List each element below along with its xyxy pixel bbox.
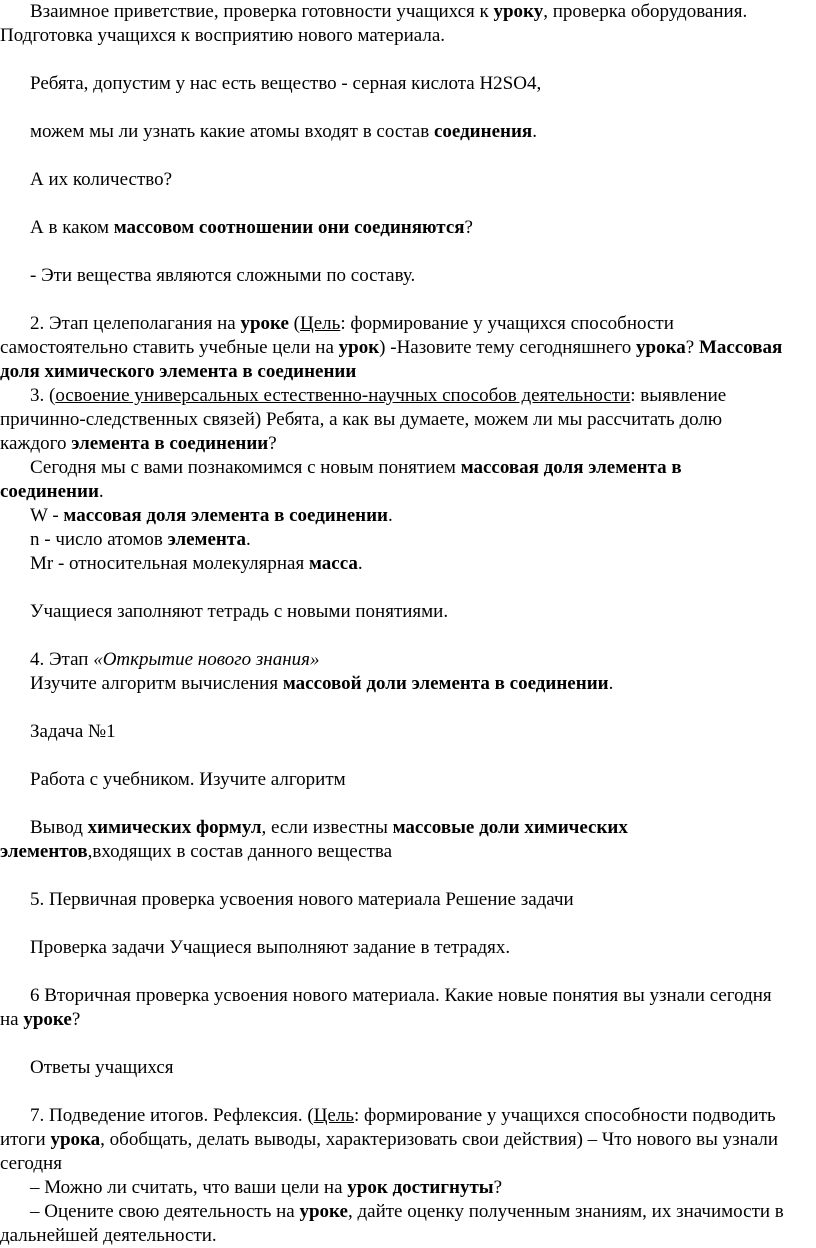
text-run: ) -Назовите тему сегодняшнего bbox=[379, 337, 637, 358]
text-run: 5. Первичная проверка усвоения нового материала Решение задачи bbox=[30, 889, 574, 910]
text-run: Работа с учебником. Изучите алгоритм bbox=[30, 769, 346, 790]
text-run: : формирование у учащихся способности самостоятельно ставить учебные цели на bbox=[0, 313, 674, 358]
bold-text: элемента в соединении bbox=[71, 433, 269, 454]
paragraph bbox=[0, 456, 788, 504]
paragraph-gap bbox=[0, 744, 788, 768]
text-run: Учащиеся заполняют тетрадь с новыми понятиями. bbox=[30, 601, 449, 622]
paragraph bbox=[0, 648, 788, 672]
text-run: Изучите алгоритм вычисления bbox=[30, 673, 283, 694]
paragraph-gap bbox=[0, 1032, 788, 1056]
text-run: 2. Этап целеполагания на bbox=[30, 313, 241, 334]
text-run: Задача №1 bbox=[30, 721, 116, 742]
bold-text: масса bbox=[308, 553, 358, 574]
bold-text: элемента bbox=[167, 529, 246, 550]
text-run: Mr - относительная молекулярная bbox=[30, 553, 309, 574]
bold-text: массовая доля элемента в соединении bbox=[0, 457, 682, 502]
text-run: Ребята, допустим у нас есть вещество - серная кислота H2SO4, bbox=[30, 73, 542, 94]
paragraph-gap bbox=[0, 96, 788, 120]
text-run: ? bbox=[493, 1177, 503, 1198]
underlined-text: Цель bbox=[300, 313, 341, 334]
paragraph bbox=[0, 936, 788, 960]
paragraph bbox=[0, 816, 788, 864]
paragraph bbox=[0, 168, 788, 192]
underlined-text: освоение универсальных естественно-научных способов деятельности bbox=[55, 385, 631, 406]
bold-text: уроке bbox=[240, 313, 289, 334]
text-run: 6 Вторичная проверка усвоения нового материала. Какие новые понятия вы узнали сегодня на bbox=[0, 985, 772, 1030]
text-run: . bbox=[387, 505, 393, 526]
text-run: 3. ( bbox=[30, 385, 56, 406]
paragraph bbox=[0, 72, 788, 96]
paragraph-gap bbox=[0, 48, 788, 72]
text-run: А их количество? bbox=[30, 169, 173, 190]
paragraph-gap bbox=[0, 192, 788, 216]
text-run: ? bbox=[685, 337, 699, 358]
text-run: W - bbox=[30, 505, 64, 526]
text-run: , если известны bbox=[261, 817, 393, 838]
paragraph-gap bbox=[0, 624, 788, 648]
paragraph bbox=[0, 1176, 788, 1200]
text-run: ( bbox=[288, 313, 300, 334]
bold-text: массовые доли химических элементов bbox=[0, 817, 628, 862]
paragraph bbox=[0, 216, 788, 240]
italic-text: «Открытие нового знания» bbox=[93, 649, 320, 670]
bold-text: Массовая доля химического элемента в соединении bbox=[0, 337, 783, 382]
paragraph-gap bbox=[0, 576, 788, 600]
bold-text: уроке bbox=[299, 1201, 348, 1222]
paragraph bbox=[0, 888, 788, 912]
paragraph bbox=[0, 0, 788, 48]
bold-text: урока bbox=[50, 1129, 101, 1150]
text-run: А в каком bbox=[30, 217, 114, 238]
paragraph bbox=[0, 552, 788, 576]
text-run: , проверка оборудования. Подготовка учащихся к восприятию нового материала. bbox=[0, 1, 748, 46]
text-run: - Эти вещества являются сложными по составу. bbox=[30, 265, 416, 286]
bold-text: урока bbox=[636, 337, 686, 358]
text-run: Ответы учащихся bbox=[30, 1057, 174, 1078]
paragraph-gap bbox=[0, 288, 788, 312]
paragraph bbox=[0, 984, 788, 1032]
paragraph-gap bbox=[0, 240, 788, 264]
paragraph bbox=[0, 504, 788, 528]
bold-text: массовая доля элемента в соединении bbox=[63, 505, 388, 526]
paragraph-gap bbox=[0, 912, 788, 936]
paragraph-gap bbox=[0, 864, 788, 888]
text-run: : формирование у учащихся способности подводить итоги bbox=[0, 1105, 776, 1150]
paragraph-gap bbox=[0, 792, 788, 816]
paragraph bbox=[0, 768, 788, 792]
text-run: , обобщать, делать выводы, характеризовать свои действия) – Что нового вы узнали сегодня bbox=[0, 1129, 779, 1174]
text-run: : выявление причинно-следственных связей) Ребята, а как вы думаете, можем ли мы рассчитать долю каждого bbox=[0, 385, 727, 454]
underlined-text: Цель bbox=[313, 1105, 354, 1126]
paragraph bbox=[0, 264, 788, 288]
text-run: . bbox=[532, 121, 537, 142]
text-run: – Оцените свою деятельность на bbox=[30, 1201, 300, 1222]
bold-text: соединения bbox=[433, 121, 533, 142]
text-run: ? bbox=[464, 217, 473, 238]
paragraph-gap bbox=[0, 1080, 788, 1104]
text-run: . bbox=[357, 553, 363, 574]
text-run: Взаимное приветствие, проверка готовности учащихся к bbox=[30, 1, 494, 22]
paragraph bbox=[0, 312, 788, 384]
paragraph bbox=[0, 1104, 788, 1176]
paragraph bbox=[0, 120, 788, 144]
paragraph bbox=[0, 528, 788, 552]
text-run: . bbox=[608, 673, 614, 694]
paragraph bbox=[0, 600, 788, 624]
bold-text: уроку bbox=[493, 1, 544, 22]
bold-text: массовом соотношении они соединяются bbox=[113, 217, 465, 238]
bold-text: химических формул bbox=[87, 817, 262, 838]
bold-text: урок bbox=[338, 337, 380, 358]
paragraph-gap bbox=[0, 144, 788, 168]
text-run: 7. Подведение итогов. Рефлексия. ( bbox=[30, 1105, 314, 1126]
bold-text: урок достигнуты bbox=[347, 1177, 494, 1198]
paragraph bbox=[0, 672, 788, 696]
text-run: ? bbox=[71, 1009, 81, 1030]
text-run: 4. Этап bbox=[30, 649, 94, 670]
text-run: – Можно ли считать, что ваши цели на bbox=[30, 1177, 348, 1198]
text-run: ? bbox=[268, 433, 277, 454]
text-run: . bbox=[245, 529, 251, 550]
paragraph bbox=[0, 1056, 788, 1080]
paragraph bbox=[0, 720, 788, 744]
text-run: ,входящих в состав данного вещества bbox=[87, 841, 393, 862]
text-run: Вывод bbox=[30, 817, 88, 838]
text-run: можем мы ли узнать какие атомы входят в состав bbox=[30, 121, 434, 142]
paragraph bbox=[0, 1200, 788, 1248]
text-run: . bbox=[98, 481, 104, 502]
bold-text: уроке bbox=[23, 1009, 72, 1030]
paragraph-gap bbox=[0, 960, 788, 984]
paragraph-gap bbox=[0, 696, 788, 720]
paragraph bbox=[0, 384, 788, 456]
text-run: Проверка задачи Учащиеся выполняют задание в тетрадях. bbox=[30, 937, 511, 958]
bold-text: массовой доли элемента в соединении bbox=[282, 673, 609, 694]
text-run: Сегодня мы с вами познакомимся с новым понятием bbox=[30, 457, 461, 478]
text-run: , дайте оценку полученным знаниям, их значимости в дальнейшей деятельности. bbox=[0, 1201, 784, 1246]
text-run: n - число атомов bbox=[30, 529, 168, 550]
